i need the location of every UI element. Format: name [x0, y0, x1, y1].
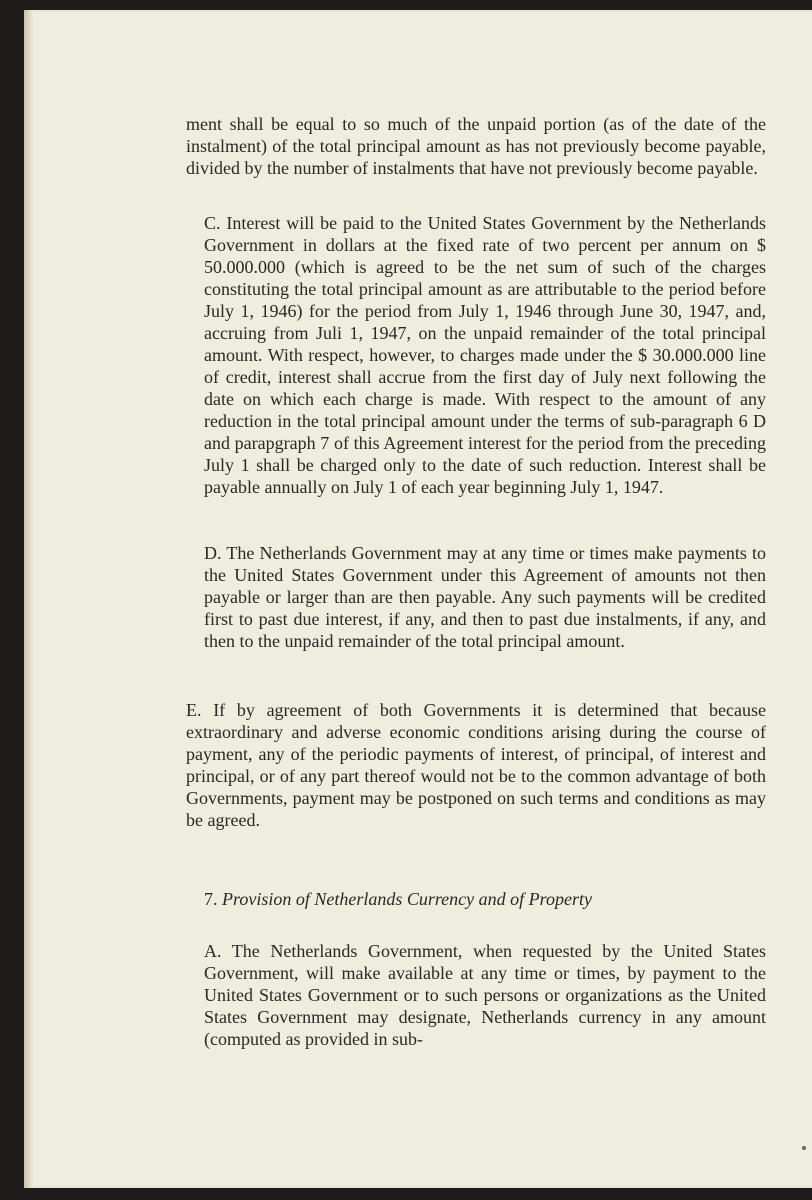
paragraph-d [186, 542, 766, 652]
section-heading-line [186, 888, 766, 910]
page-spine-shadow [24, 10, 34, 1188]
paragraph-a [186, 940, 766, 1050]
section-heading [186, 888, 766, 910]
section-number: 7. [204, 889, 218, 909]
paragraph-e-text: E. If by agreement of both Governments it is determined that because extraordinary and adverse economic conditions arising during the course of payment, any of the periodic payments of interest, of principal, of interest and principal, or of any part thereof would not be to the common advantage of both Governments, payment may be postponed on such terms and conditions as may be agreed. [186, 700, 766, 830]
paragraph-a-text: A. The Netherlands Government, when requested by the United States Government, will make available at any time or times, by payment to the United States Government or to such persons or organizations as the United States Government may designate, Netherlands currency in any amount (computed as provided in sub- [204, 941, 766, 1049]
speck-mark [802, 1146, 806, 1150]
paragraph-d-text: D. The Netherlands Government may at any time or times make payments to the United States Government under this Agreement of amounts not then payable or larger than are then payable. Any such payments will be credited first to past due interest, if any, and then to past due instalments, if any, and then to the unpaid remainder of the total principal amount. [204, 543, 766, 651]
paragraph-continuation [186, 113, 766, 179]
paragraph-c [186, 212, 766, 498]
paragraph-continuation-text: ment shall be equal to so much of the unpaid portion (as of the date of the instalment) of the total principal amount as has not previously become payable, divided by the number of instalments that have not previously become payable. [186, 114, 766, 178]
section-title: Provision of Netherlands Currency and of Property [222, 889, 592, 909]
paragraph-c-text: C. Interest will be paid to the United States Government by the Netherlands Government in dollars at the fixed rate of two percent per annum on $ 50.000.000 (which is agreed to be the net sum of such of the charges constituting the total principal amount as are attributable to the period before July 1, 1946) for the period from July 1, 1946 through June 30, 1947, and, accruing from Juli 1, 1947, on the unpaid remainder of the total principal amount. With respect, however, to charges made under the $ 30.000.000 line of credit, interest shall accrue from the first day of July next following the date on which each charge is made. With respect to the amount of any reduction in the total principal amount under the terms of sub-paragraph 6 D and parapgraph 7 of this Agreement interest for the period from the preceding July 1 shall be charged only to the date of such reduction. Interest shall be payable annually on July 1 of each year beginning July 1, 1947. [204, 213, 766, 497]
paragraph-e [186, 699, 766, 831]
